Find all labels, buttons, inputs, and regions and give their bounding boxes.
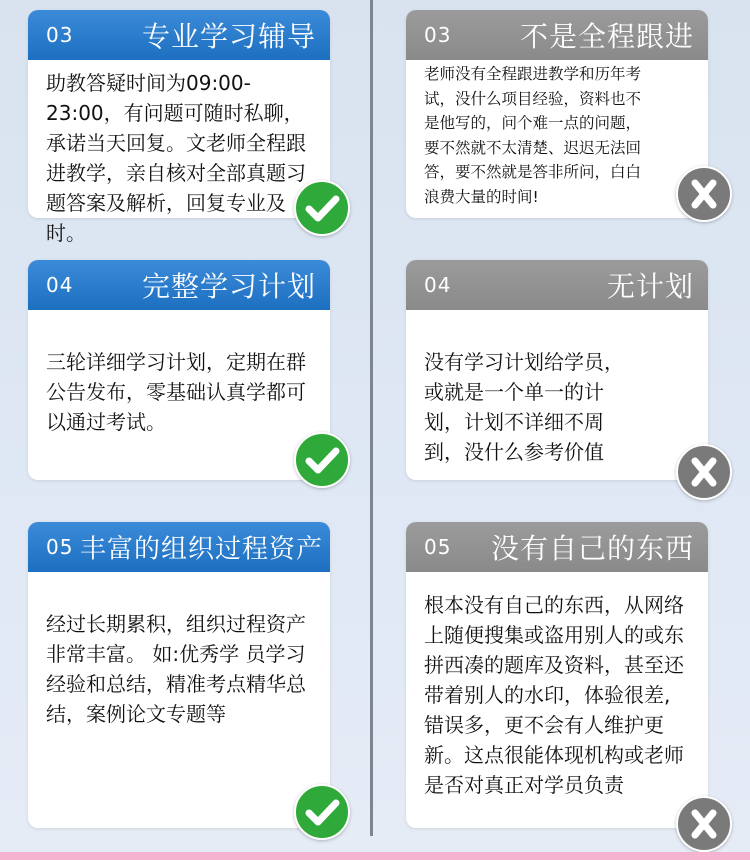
card-header [28,260,330,310]
card-number: 03 [46,23,74,47]
card-header [28,522,330,572]
card-title: 无计划 [606,270,694,303]
positive-card-04 [28,260,330,480]
card-body: 经过长期累积，组织过程资产非常丰富。 如:优秀学 员学习经验和总结，精准考点精华总结，案例论文专题等 [46,612,306,726]
card-header [406,260,708,310]
card-title: 没有自己的东西 [490,532,694,565]
card-header [406,522,708,572]
cross-icon [676,796,732,852]
card-number: 03 [424,23,452,47]
card-header [406,10,708,60]
positive-card-05 [28,522,330,828]
checkmark-icon [294,784,350,840]
negative-card-05 [406,522,708,828]
checkmark-icon [294,180,350,236]
card-title: 丰富的组织过程资产 [80,534,324,565]
checkmark-icon [294,432,350,488]
card-body: 没有学习计划给学员，或就是一个单一的计划，计划不详细不周到，没什么参考价值 [424,350,624,464]
card-body: 三轮详细学习计划，定期在群公告发布，零基础认真学都可以通过考试。 [46,350,306,434]
negative-card-04 [406,260,708,480]
bottom-strip [0,852,750,860]
center-divider [370,0,373,836]
card-title: 不是全程跟进 [519,20,694,53]
cross-icon [676,166,732,222]
card-number: 04 [46,273,74,297]
cross-icon [676,444,732,500]
card-number: 04 [424,273,452,297]
card-number: 05 [424,535,452,559]
card-header [28,10,330,60]
positive-card-03 [28,10,330,245]
card-body: 助教答疑时间为09:00-23:00，有问题可随时私聊，承诺当天回复。文老师全程跟进教学，亲自核对全部真题习题答案及解析，回复专业及时。 [46,71,306,245]
card-title: 完整学习计划 [141,270,316,303]
card-title: 专业学习辅导 [141,20,316,53]
card-body: 老师没有全程跟进教学和历年考试，没什么项目经验，资料也不是他写的，问个难一点的问题，要不然就不太清楚、迟迟无法回答，要不然就是答非所问，白白浪费大量的时间! [424,65,642,206]
card-body: 根本没有自己的东西，从网络上随便搜集或盗用别人的或东拼西凑的题库及资料，甚至还带着别人的水印，体验很差,错误多，更不会有人维护更新。这点很能体现机构或老师是否对真正对学员负责 [424,593,684,797]
card-number: 05 [46,535,74,559]
negative-card-03 [406,10,708,218]
